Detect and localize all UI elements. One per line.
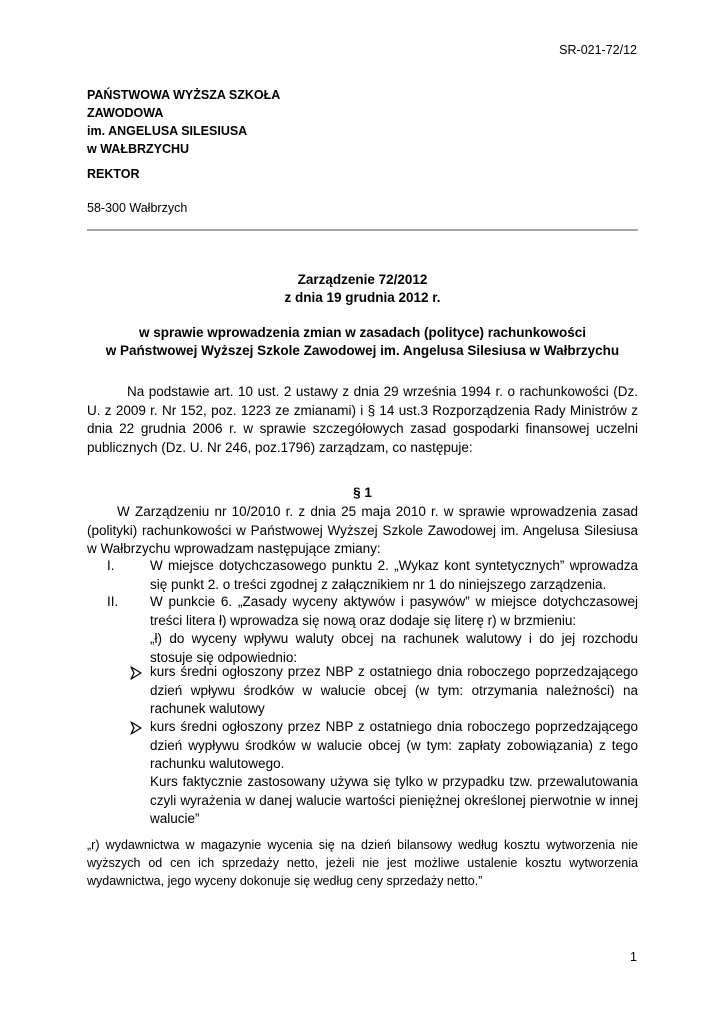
intro-line: W Zarządzeniu nr 10/2010 r. z dnia 25 maja 2010 r. w sprawie wprowadzenia zasad <box>117 504 638 519</box>
preamble-line: Na podstawie art. 10 ust. 2 ustawy z dnia 29 września 1994 r. o rachunkowości (Dz. U. <box>87 384 638 418</box>
clause-line: „r) wydawnictwa w magazynie wycenia się na dzień bilansowy według kosztu wytworzenia nie <box>87 838 638 852</box>
intro-line: (polityki) rachunkowości w Państwowej Wyższej Szkole Zawodowej im. Angelusa Silesiusa <box>87 522 638 538</box>
issuer-line: ZAWODOWA <box>87 106 164 120</box>
reference-number: SR-021-72/12 <box>559 43 637 57</box>
title-line: Zarządzenie 72/2012 <box>297 272 428 287</box>
bullet-line: rachunek walutowy <box>150 701 265 716</box>
bullet-item <box>129 718 638 774</box>
item-line: treści litera ł) wprowadza się nową oraz dodaje się literę r) w brzmieniu: <box>150 612 577 628</box>
item-number: II. <box>107 594 119 609</box>
header-divider <box>87 229 638 231</box>
issuer-line: PAŃSTWOWA WYŻSZA SZKOŁA <box>87 88 281 102</box>
section-sign: § 1 <box>353 485 372 500</box>
item-line: W punkcie 6. „Zasady wyceny aktywów i pasywów” w miejsce dotychczasowej <box>150 594 638 609</box>
bullet-line: kurs średni ogłoszony przez NBP z ostatniego dnia roboczego poprzedzającego <box>150 664 638 679</box>
note-line: czyli wyrażenia w danej walucie wartości pieniężnej określonej pierwotnie w innej <box>150 792 638 808</box>
bullet-line: dzień wypływu środków w walucie obcej (w tym: zapłaty zobowiązania) z tego <box>150 737 638 753</box>
bullet-text <box>150 663 638 719</box>
document-title <box>87 271 638 307</box>
bullet-item <box>129 663 638 719</box>
rate-note <box>150 773 638 829</box>
document-subject <box>87 324 638 360</box>
page-number: 1 <box>630 950 637 964</box>
arrow-bullet-icon <box>129 718 145 741</box>
subject-line: w Państwowej Wyższej Szkole Zawodowej im. Angelusa Silesiusa w Wałbrzychu <box>105 343 620 358</box>
list-item <box>87 593 638 630</box>
section-intro <box>87 503 638 559</box>
item-text <box>150 593 638 630</box>
item-number: I. <box>107 558 115 573</box>
bullet-line: dzień wpływu środków w walucie obcej (w tym: otrzymania należności) na <box>150 682 638 698</box>
role-label: REKTOR <box>87 167 140 181</box>
list-item <box>87 557 638 594</box>
note-line: walucie” <box>150 811 200 826</box>
clause-line: stosuje się odpowiednio: <box>150 649 298 665</box>
item-text <box>150 557 638 594</box>
clause-line: wyższych od cen ich sprzedaży netto, jeżeli nie jest możliwe ustalenie kosztu wytworzenia <box>87 856 638 870</box>
issuer-line: im. ANGELUSA SILESIUSA <box>87 124 248 138</box>
bullet-text <box>150 718 638 774</box>
intro-line: w Wałbrzychu wprowadzam następujące zmiany: <box>87 541 381 556</box>
clause-line: wydawnictwa, jego wyceny dokonuje się według ceny sprzedaży netto.” <box>87 874 483 888</box>
issuer-header <box>87 86 280 158</box>
issuer-line: w WAŁBRZYCHU <box>87 142 190 156</box>
item-line: W miejsce dotychczasowego punktu 2. „Wykaz kont syntetycznych” wprowadza <box>150 558 638 573</box>
letter-l-clause <box>150 630 638 667</box>
clause-line: „ł) do wyceny wpływu waluty obcej na rachunek walutowy i do jej rozchodu <box>150 631 638 646</box>
preamble-line: 22 grudnia 2006 r. w sprawie szczegółowych zasad gospodarki finansowej uczelni <box>119 421 638 436</box>
letter-r-clause <box>87 836 638 890</box>
address: 58-300 Wałbrzych <box>87 201 188 215</box>
subject-line: w sprawie wprowadzenia zmian w zasadach (polityce) rachunkowości <box>138 325 587 340</box>
title-date: z dnia 19 grudnia 2012 r. <box>284 290 441 305</box>
bullet-line: kurs średni ogłoszony przez NBP z ostatniego dnia roboczego poprzedzającego <box>150 719 638 734</box>
preamble-line: z 2009 r. Nr 152, poz. 1223 ze zmianami) i § 14 ust.3 Rozporządzenia Rady Ministrów z dnia <box>87 402 638 436</box>
bullet-line: rachunku walutowego. <box>150 756 285 771</box>
item-line: się punkt 2. o treści zgodnej z załącznikiem nr 1 do niniejszego zarządzenia. <box>150 576 607 592</box>
preamble-line: publicznych (Dz. U. Nr 246, poz.1796) zarządzam, co następuje: <box>87 439 473 455</box>
arrow-bullet-icon <box>129 663 145 686</box>
preamble <box>87 383 638 457</box>
note-line: Kurs faktycznie zastosowany używa się tylko w przypadku tzw. przewalutowania <box>150 774 638 789</box>
